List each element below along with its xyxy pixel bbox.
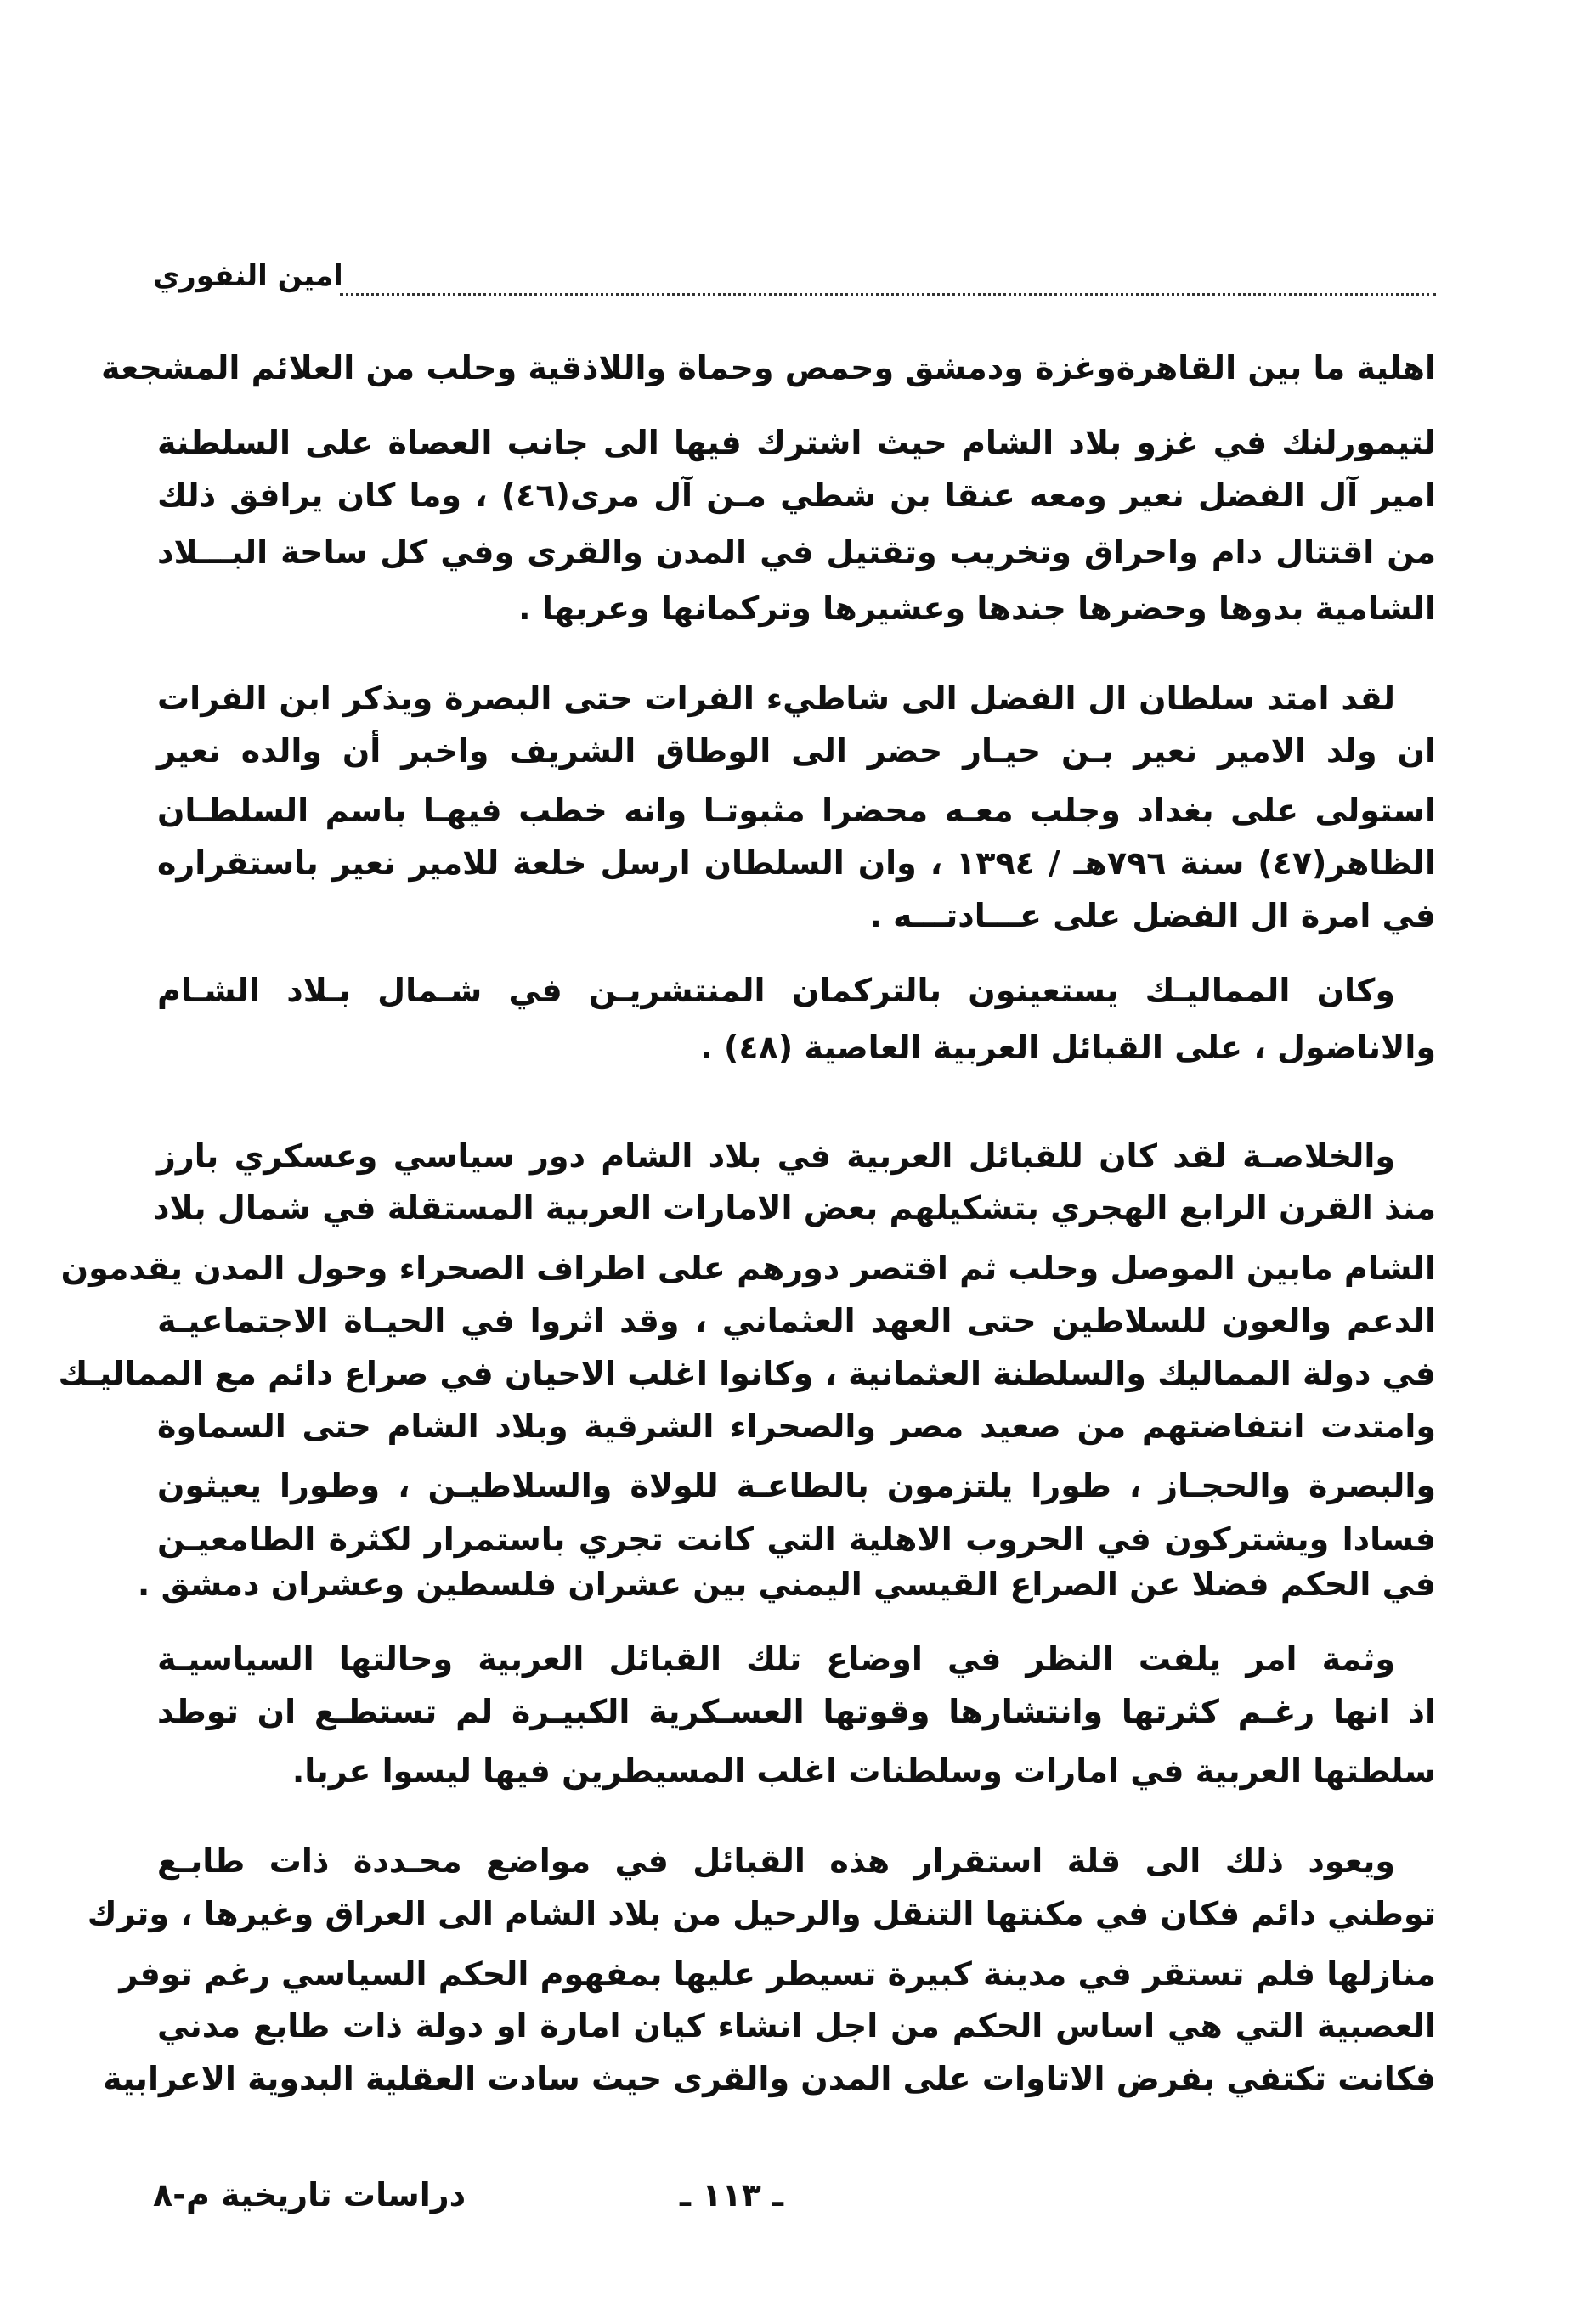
text-line: الشام مابين الموصل وحلب ثم اقتصر دورهم على اطراف الصحراء وحول المدن يقدمون (60, 1249, 1436, 1287)
text-line: منازلها فلم تستقر في مدينة كبيرة تسيطر عليها بمفهوم الحكم السياسي رغم توفر (119, 1955, 1436, 1993)
text-line: اذ انها رغـم كثرتها وانتشارها وقوتها العسـكرية الكبيـرة لم تستطـع ان توطد (157, 1693, 1436, 1730)
text-line: في دولة المماليك والسلطنة العثمانية ، وكانوا اغلب الاحيان في صراع دائم مع المماليـك (58, 1355, 1436, 1392)
text-line: ويعود ذلك الى قلة استقرار هذه القبائل في مواضع محـددة ذات طابـع (157, 1842, 1395, 1880)
text-line: والاناضول ، على القبائل العربية العاصية (٤٨) . (700, 1029, 1436, 1066)
text-line: منذ القرن الرابع الهجري بتشكيلهم بعض الامارات العربية المستقلة في شمال بلاد (153, 1189, 1436, 1227)
text-line: سلطتها العربية في امارات وسلطنات اغلب المسيطرين فيها ليسوا عربا. (291, 1752, 1436, 1790)
text-line: وكان المماليـك يستعينون بالتركمان المنتشريـن في شـمال بـلاد الشـام (157, 972, 1395, 1009)
text-line: الظاهر(٤٧) سنة ٧٩٦هـ / ١٣٩٤ ، وان السلطان ارسل خلعة للامير نعير باستقراره (157, 844, 1436, 882)
text-line: الشامية بدوها وحضرها جندها وعشيرها وتركمانها وعربها . (518, 589, 1436, 627)
text-line: من اقتتال دام واحراق وتخريب وتقتيل في المدن والقرى وفي كل ساحة البـــلاد (157, 533, 1436, 571)
text-line: العصبية التي هي اساس الحكم من اجل انشاء كيان امارة او دولة ذات طابع مدني (157, 2007, 1436, 2045)
text-line: فكانت تكتفي بفرض الاتاوات على المدن والقرى حيث سادت العقلية البدوية الاعرابية (103, 2060, 1436, 2097)
text-line: في امرة ال الفضل على عـــادتـــه . (869, 897, 1436, 934)
text-line: والخلاصـة لقد كان للقبائل العربية في بلاد الشام دور سياسي وعسكري بارز (157, 1137, 1395, 1175)
text-line: فسادا ويشتركون في الحروب الاهلية التي كانت تجري باستمرار لكثرة الطامعيـن (157, 1520, 1436, 1558)
text-line: وثمة امر يلفت النظر في اوضاع تلك القبائل العربية وحالتها السياسيـة (157, 1640, 1395, 1678)
text-line: اهلية ما بين القاهرةوغزة ودمشق وحمص وحماة واللاذقية وحلب من العلائم المشجعة (101, 349, 1436, 386)
text-line: لتيمورلنك في غزو بلاد الشام حيث اشترك فيها الى جانب العصاة على السلطنة (157, 424, 1436, 461)
text-line: الدعم والعون للسلاطين حتى العهد العثماني ، وقد اثروا في الحيـاة الاجتماعيـة (157, 1302, 1436, 1340)
text-line: استولى على بغداد وجلب معـه محضرا مثبوتـا وانه خطب فيهـا باسم السلطـان (157, 792, 1436, 829)
running-header-author: امين النفوري (153, 259, 343, 293)
footer-journal-title: دراسات تاريخية م-٨ (153, 2176, 466, 2214)
text-line: لقد امتد سلطان ال الفضل الى شاطيء الفرات حتى البصرة ويذكر ابن الفرات (157, 680, 1395, 717)
text-line: ان ولد الامير نعير بـن حيـار حضر الى الوطاق الشريف واخبر أن والده نعير (157, 732, 1436, 770)
text-line: وامتدت انتفاضتهم من صعيد مصر والصحراء الشرقية وبلاد الشام حتى السماوة (157, 1407, 1436, 1445)
text-line: في الحكم فضلا عن الصراع القيسي اليمني بين عشران فلسطين وعشران دمشق . (137, 1565, 1436, 1603)
header-dotted-rule (340, 293, 1436, 296)
text-line: امير آل الفضل نعير ومعه عنقا بن شطي مـن آل مرى(٤٦) ، وما كان يرافق ذلك (157, 477, 1436, 514)
text-line: والبصرة والحجـاز ، طورا يلتزمون بالطاعـة للولاة والسلاطيـن ، وطورا يعيثون (157, 1467, 1436, 1504)
text-line: توطني دائم فكان في مكنتها التنقل والرحيل من بلاد الشام الى العراق وغيرها ، وترك (87, 1895, 1436, 1932)
page-number: ـ ١١٣ ـ (680, 2176, 784, 2214)
